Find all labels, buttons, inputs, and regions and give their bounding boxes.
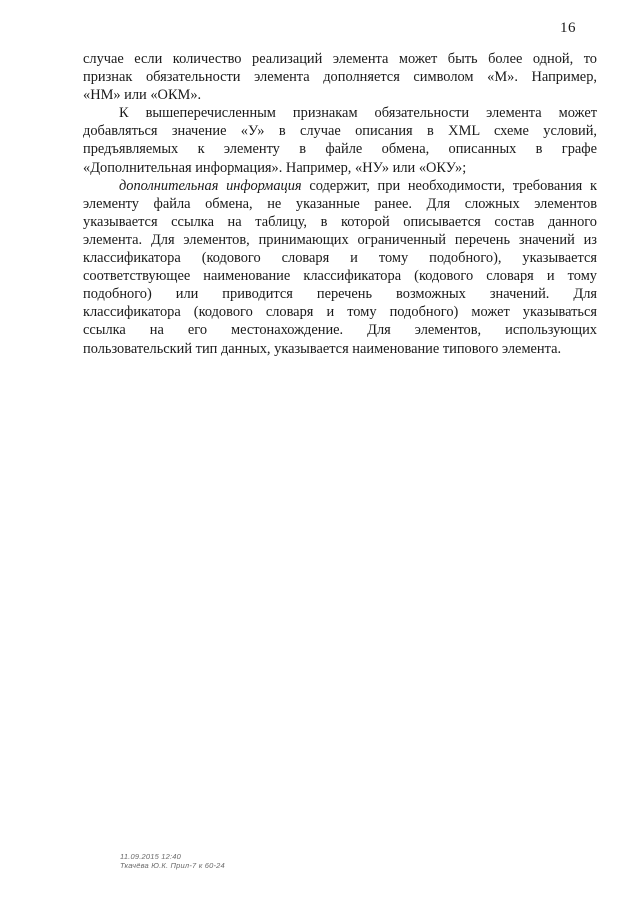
page-number: 16 (560, 20, 576, 36)
text-line: подобного) или приводится перечень возможных значений. Для (83, 286, 597, 303)
italic-term: дополнительная информация (119, 177, 302, 194)
stamp-author: Ткачёва Ю.К. Прил-7 к 60-24 (120, 861, 225, 870)
text-line: ссылка на его местонахождение. Для элементов, использующих (83, 322, 597, 339)
text-line: классификатора (кодового словаря и тому подобного), указывается (83, 250, 597, 267)
document-body (83, 50, 597, 358)
text-line: предъявляемых к элементу в файле обмена, описанных в графе (83, 141, 597, 158)
text-line-rest: содержит, при необходимости, требования к (309, 177, 597, 194)
text-line: пользовательский тип данных, указывается наименование типового элемента. (83, 340, 562, 357)
text-line: «Дополнительная информация». Например, «НУ» или «ОКУ»; (83, 159, 467, 176)
text-line: элемента. Для элементов, принимающих ограниченный перечень значений из (83, 231, 597, 248)
stamp-date: 11.09.2015 12:40 (120, 852, 182, 861)
text-line: элементу файла обмена, не указанные ранее. Для сложных элементов (83, 195, 597, 212)
text-line: соответствующее наименование классификатора (кодового словаря и тому (83, 268, 597, 285)
text-line: классификатора (кодового словаря и тому подобного) может указываться (83, 304, 597, 321)
text-line: признак обязательности элемента дополняется символом «М». Например, (83, 69, 597, 86)
text-line: указывается ссылка на таблицу, в которой описывается состав данного (83, 213, 597, 230)
term-definition-line (83, 177, 597, 195)
file-stamp (120, 852, 225, 870)
text-line: добавляться значение «У» в случае описания в XML схеме условий, (83, 123, 597, 140)
text-line: К вышеперечисленным признакам обязательности элемента может (119, 105, 597, 122)
text-line: «НМ» или «ОКМ». (83, 87, 202, 104)
text-line: случае если количество реализаций элемента может быть более одной, то (83, 51, 597, 67)
